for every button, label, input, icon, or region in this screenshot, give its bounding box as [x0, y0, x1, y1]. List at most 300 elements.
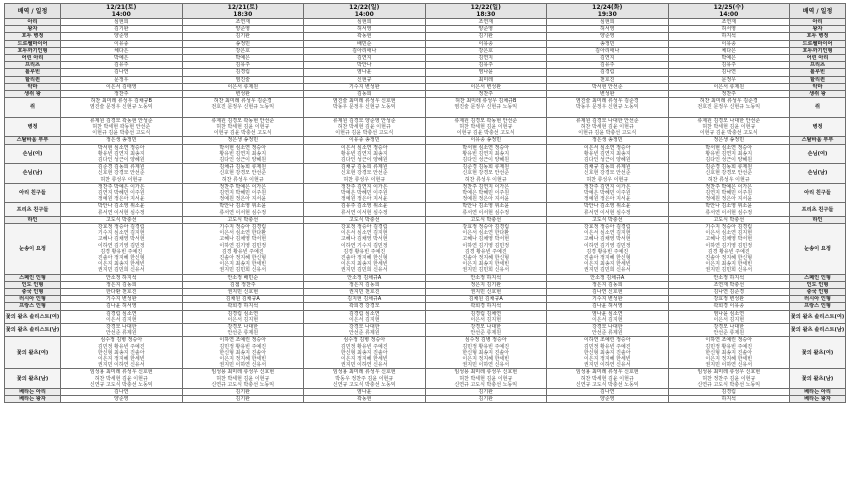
cast-cell [182, 83, 304, 90]
cast-line: 권지민 신호현 [227, 289, 259, 295]
cast-line: 배민순 [357, 40, 372, 47]
cast-line: 강경모 나대한 [591, 324, 623, 330]
cast-line: 염나윤 [357, 69, 372, 76]
cast-line: 정은지 김동희 [591, 281, 623, 288]
cast-cell [304, 83, 426, 90]
cast-line: 김기완 [478, 396, 493, 403]
cast-line: 김경림 심소연 [227, 310, 259, 317]
cast-line: 허찬 박세현 김윤 이현규 [459, 124, 513, 131]
cast-line: 황유빈 김연지 최송지 [340, 150, 388, 157]
role-label-right: 호두 병정 [790, 33, 846, 40]
cast-line: 체다은 [721, 47, 736, 54]
cast-line: 강효정 정승아 김경림 [97, 224, 145, 231]
performance-column-header [61, 4, 183, 19]
cast-cell [668, 310, 790, 323]
cast-cell [425, 76, 547, 83]
cast-line: 한신형 최송지 진솔아 [583, 349, 631, 356]
cast-line: 기수지 정승아 김경림 [705, 224, 753, 231]
table-row [5, 47, 846, 54]
role-label-left: 꽃의 왈츠(남) [5, 369, 61, 389]
cast-line: 고혜나 김채영 박서현 [340, 236, 388, 243]
cast-line: 문정우 [114, 76, 129, 83]
cast-cell [61, 289, 183, 296]
cast-cell [182, 216, 304, 223]
cast-line: 이은서 류제원 [227, 83, 259, 90]
table-row [5, 216, 846, 223]
role-label-left: 스탈바움 부부 [5, 137, 61, 144]
cast-line: 곽동현 [357, 396, 372, 403]
cast-line: 양준영 [114, 33, 129, 40]
cast-line: 염진술 최미레 류성우 김준경 [575, 98, 639, 105]
cast-line: 이은지 최송지 한세빈 [97, 261, 145, 268]
cast-cell [547, 137, 669, 144]
cast-cell [668, 396, 790, 403]
cast-cell [668, 369, 790, 389]
cast-cell [304, 144, 426, 164]
cast-line: 이은지 최송지 한세빈 [340, 261, 388, 268]
role-label-left: 쥐 [5, 98, 61, 118]
cast-cell [425, 62, 547, 69]
table-header [5, 4, 846, 19]
cast-cell [547, 91, 669, 98]
corner-label-right: 배역 / 일정 [790, 4, 846, 19]
role-label-left: 인도 인형 [5, 281, 61, 288]
cast-line: 류제원 김경모 나대한 안선준 [575, 117, 639, 124]
table-row [5, 203, 846, 216]
cast-line: 김경 황유빈 주예진 [586, 248, 629, 255]
cast-cell [61, 164, 183, 184]
cast-cell [547, 62, 669, 69]
cast-line: 김아리애나 [352, 47, 377, 54]
role-label-left: 드로쎌마이어 [5, 40, 61, 47]
cast-line: 고도식 박충선 [348, 216, 380, 223]
cast-cell [668, 216, 790, 223]
role-label-right: 어린 아리 [790, 55, 846, 62]
cast-cell [547, 40, 669, 47]
cast-cell [304, 40, 426, 47]
cast-line: 신연규 고도식 박충선 노동익 [89, 381, 153, 388]
cast-cell [304, 19, 426, 26]
role-label-left: 눈송이 요정 [5, 224, 61, 275]
cast-line: 김경 황유빈 주예진 [343, 248, 386, 255]
cast-cell [668, 76, 790, 83]
cast-cell [425, 324, 547, 337]
cast-line: 이은서 김지현 [591, 316, 623, 323]
cast-cell [425, 388, 547, 395]
cast-line: 권지민 이하연 신유서 [705, 362, 753, 369]
cast-line: 이은서 김지현 [227, 316, 259, 323]
cast-cell [425, 164, 547, 184]
cast-cell [668, 337, 790, 369]
cast-line: 김채규 김동희 류제원 [583, 164, 631, 171]
cast-cell [182, 396, 304, 403]
cast-line: 신연규 고도식 박충선 노동익 [454, 381, 518, 388]
cast-cell [304, 303, 426, 310]
cast-line: 이은지 정지혜 한세빈 [340, 355, 388, 362]
table-row [5, 164, 846, 184]
cast-line: 허찬 류성우 이현규 [464, 176, 507, 183]
cast-cell [61, 33, 183, 40]
cast-line: 김경림 [721, 388, 736, 395]
cast-line: 허찬 정찬주 김윤 이현규 [702, 375, 756, 382]
cast-cell [182, 26, 304, 33]
cast-line: 허서영 [357, 26, 372, 33]
cast-cell [547, 164, 669, 184]
cast-cell [668, 117, 790, 137]
role-label-left: 꽃의 왈츠(여) [5, 337, 61, 369]
cast-cell [304, 55, 426, 62]
cast-line: 이은서 심소연 한다환 [219, 230, 267, 237]
cast-line: 강효정 변성완 [713, 296, 745, 303]
cast-cell [668, 388, 790, 395]
cast-cell [61, 91, 183, 98]
cast-line: 정은생 송정민 [227, 137, 259, 144]
cast-line: 천호진 [600, 76, 615, 83]
role-label-left: 아리 친구들 [5, 183, 61, 203]
role-label-right: 스탈바움 부부 [790, 137, 846, 144]
cast-line: 권지민 김민희 신유서 [462, 267, 510, 274]
cast-line: 이은서 심소연 김지현 [583, 230, 631, 237]
cast-line: 이은서 심소연 정승아 [583, 144, 631, 151]
cast-line: 안선준 류제원 [348, 330, 380, 337]
cast-line: 고도식 박충선 [227, 216, 259, 223]
cast-line: 허찬 류성우 이현규 [586, 176, 629, 183]
cast-line: 강효정 정승아 김경림 [462, 224, 510, 231]
cast-line: 강경모 나대한 [105, 324, 137, 330]
cast-line: 이은서 김지현 [713, 316, 745, 323]
cast-cell [304, 310, 426, 323]
cast-line: 허찬 박세현 김윤 이현규 [216, 124, 270, 131]
cast-cell [182, 137, 304, 144]
cast-cell [182, 289, 304, 296]
cast-line: 권지민 김민희 신유서 [340, 267, 388, 274]
cast-cell [668, 33, 790, 40]
cast-line: 박서현 심소연 정승아 [705, 144, 753, 151]
cast-line: 기수지 변성완 [105, 296, 137, 303]
cast-line: 박예은 박혜민 이주원 [462, 190, 510, 197]
cast-cell [547, 324, 669, 337]
cast-cell [182, 296, 304, 303]
cast-cell [547, 76, 669, 83]
cast-cell [61, 224, 183, 275]
cast-cell [304, 216, 426, 223]
cast-line: 임성용 최미레 류성우 신호현 [454, 369, 518, 376]
cast-line: 한신형 최송지 진솔아 [462, 349, 510, 356]
cast-cell [61, 388, 183, 395]
cast-line: 양준영 [235, 26, 250, 33]
cast-line: 이은지 정지혜 한세빈 [583, 355, 631, 362]
cast-line: 이은서 김지현 [348, 316, 380, 323]
cast-line: 허찬 최미레 류성우 김준경 [699, 98, 758, 105]
role-label-left: 스페인 인형 [5, 274, 61, 281]
cast-cell [668, 47, 790, 54]
cast-line: 류서연 이서현 심수정 [219, 209, 267, 216]
cast-cell [182, 144, 304, 164]
role-label-right: 러시아 인형 [790, 296, 846, 303]
role-label-right: 악마 [790, 83, 846, 90]
cast-cell [182, 274, 304, 281]
role-label-right: 베타는 아리 [790, 388, 846, 395]
cast-line: 이은서 김태영 [105, 83, 137, 90]
cast-line: 김유주 [478, 62, 493, 69]
cast-cell [61, 137, 183, 144]
cast-line: 이은지 정지혜 한세빈 [462, 355, 510, 362]
cast-line: 체다은 [114, 47, 129, 54]
role-label-left: 손님(여) [5, 144, 61, 164]
cast-line: 정은지 김기완 [470, 281, 502, 288]
cast-cell [425, 98, 547, 118]
cast-line: 임성용 최미레 류성우 신호현 [89, 369, 153, 376]
cast-cell [182, 281, 304, 288]
cast-cell [304, 296, 426, 303]
cast-cell [304, 62, 426, 69]
cast-line: 박안나 김소영 위소윤 [97, 203, 145, 210]
cast-line: 허찬 최미레 류성우 김채규B [90, 98, 152, 105]
cast-line: 김다인 성근이 양혜원 [705, 157, 753, 164]
cast-line: 김경 황유빈 주예진 [464, 248, 507, 255]
cast-cell [668, 203, 790, 216]
cast-cell [668, 26, 790, 33]
cast-line: 김나연 [721, 69, 736, 76]
cast-line: 박안나 김소영 위소윤 [705, 203, 753, 210]
cast-line: 김연지 박혜민 이주원 [705, 190, 753, 197]
role-label-right: 꽃의 왈츠 솔리스트(남) [790, 324, 846, 337]
cast-cell [304, 396, 426, 403]
cast-line: 한신형 최송지 진솔아 [219, 349, 267, 356]
cast-line: 임성용 최미레 류성우 신호현 [575, 369, 639, 376]
cast-line: 김나연 [600, 388, 615, 395]
cast-line: 권지민 이하연 신유서 [97, 362, 145, 369]
cast-line: 허찬 박세현 김윤 이현규 [702, 124, 756, 131]
cast-line: 문정우 [721, 76, 736, 83]
cast-line: 염나윤 심소연 [713, 310, 745, 317]
cast-line: 김기완 [114, 26, 129, 33]
cast-line: 이하연 조예린 정승아 [705, 337, 753, 344]
cast-line: 김나연 [114, 69, 129, 76]
cast-line: 안소정 하지석 [470, 274, 502, 281]
cast-cell [61, 55, 183, 62]
cast-line: 한다환 천호진 [105, 289, 137, 295]
cast-cell [61, 310, 183, 323]
cast-line: 조연재 박충선 [713, 281, 745, 288]
cast-line: 박서현 심소연 정승아 [97, 144, 145, 151]
cast-line: 권지민 이하연 신유서 [219, 362, 267, 369]
cast-line: 김채원 김채규A [468, 296, 503, 303]
cast-line: 김연지 박혜민 이주원 [219, 190, 267, 197]
cast-line: 기수지 심소연 김지현 [97, 230, 145, 237]
cast-cell [61, 47, 183, 54]
cast-line: 권지민 이하연 신유서 [462, 362, 510, 369]
cast-cell [182, 91, 304, 98]
performance-time: 14:00 [354, 11, 374, 18]
cast-cell [61, 216, 183, 223]
cast-line [61, 111, 182, 117]
cast-line: 허찬 박세현 곽동현 안선준 [92, 124, 151, 131]
cast-line: 류제원 김경모 곽동현 안성준 [89, 117, 153, 124]
performance-date: 12/21(토) [106, 4, 137, 11]
role-label-left: 프랑스 인형 [5, 303, 61, 310]
table-row [5, 19, 846, 26]
role-label-right: 프리츠 [790, 62, 846, 69]
cast-cell [547, 281, 669, 288]
cast-cell [304, 369, 426, 389]
cast-cell [668, 55, 790, 62]
cast-cell [304, 91, 426, 98]
cast-cell [547, 69, 669, 76]
cast-cell [61, 98, 183, 118]
cast-cell [547, 183, 669, 203]
role-label-left: 베타는 아리 [5, 388, 61, 395]
cast-cell [304, 137, 426, 144]
cast-cell [61, 117, 183, 137]
cast-line: 정예원 정은아 지서윤 [705, 196, 753, 203]
cast-cell [547, 216, 669, 223]
performance-date: 12/25(수) [713, 4, 744, 11]
cast-line: 이은지 최송지 한세빈 [705, 261, 753, 268]
table-row [5, 388, 846, 395]
cast-line: 심수정 김병 정승아 [464, 337, 507, 344]
cast-line: 정찬주 김연지 이가은 [462, 183, 510, 190]
role-label-left: 병정 [5, 117, 61, 137]
cast-line: 강은호 [478, 47, 493, 54]
table-row [5, 396, 846, 403]
cast-line: 김민정 황유빈 주예진 [97, 343, 145, 350]
cast-line: 김유주 [114, 62, 129, 69]
cast-cell [547, 117, 669, 137]
table-row [5, 296, 846, 303]
cast-cell [425, 47, 547, 54]
role-label-right: 손님(남) [790, 164, 846, 184]
cast-line: 김준경 김동희 류제원 [705, 164, 753, 171]
cast-line: 이은서 심소연 정승아 [340, 144, 388, 151]
cast-line: 조연재 [478, 19, 493, 25]
cast-line: 이하연 김기영 김민정 [97, 242, 145, 249]
cast-cell [668, 91, 790, 98]
table-row [5, 274, 846, 281]
cast-line: 김민정 황유빈 주예진 [462, 343, 510, 350]
cast-line: 심현희 [114, 19, 129, 25]
cast-line: 이은지 최송지 한세빈 [219, 261, 267, 268]
cast-cell [425, 19, 547, 26]
cast-line: 신호현 강경모 안선준 [705, 170, 753, 177]
cast-line: 김유주 [600, 62, 615, 69]
cast-line: 고도식 박충선 [105, 216, 137, 223]
cast-line: 진솔아 정지혜 한신형 [219, 254, 267, 261]
cast-line: 김연지 박혜민 이주원 [97, 190, 145, 197]
cast-cell [425, 303, 547, 310]
cast-line: 이하연 조예린 정승아 [583, 337, 631, 344]
cast-line: 김다인 성근이 양혜원 [97, 157, 145, 164]
cast-cell [425, 55, 547, 62]
cast-line: 류서연 이서현 심수정 [97, 209, 145, 216]
cast-line: 김나연 김준경 [713, 289, 745, 295]
cast-cell [61, 274, 183, 281]
cast-cell [61, 144, 183, 164]
cast-line: 송정민 [235, 40, 250, 47]
cast-line: 김나연 신호현 [591, 289, 623, 295]
cast-line: 허찬 박세현 김윤 이현규 [94, 375, 148, 382]
cast-line: 변성완 [600, 91, 615, 98]
cast-cell [425, 137, 547, 144]
cast-line: 허찬 박세현 김윤 이현규 [580, 375, 634, 382]
cast-line: 강효정 정승아 김경림 [583, 224, 631, 231]
cast-line: 박안나 김소영 위소윤 [219, 203, 267, 210]
role-label-right: 프리츠 친구들 [790, 203, 846, 216]
cast-line: 박동우 문정우 신현규 노동익 [332, 104, 396, 111]
cast-line: 허찬 류성우 이현규 [707, 176, 750, 183]
cast-line: 허찬 류성우 이현규 [100, 176, 143, 183]
cast-line: 박예은 박혜민 이주원 [340, 190, 388, 197]
cast-line: 이현규 김윤 박충선 고도식 [699, 130, 758, 137]
cast-cell [304, 76, 426, 83]
cast-line: 정은지 김동희 [105, 281, 137, 288]
cast-cell [547, 144, 669, 164]
cast-line: 강은호 [235, 47, 250, 54]
cast-line: 허서영 [600, 26, 615, 33]
cast-line: 허찬 류성우 이현규 [221, 176, 264, 183]
cast-line: 양준영 [478, 26, 493, 33]
cast-cell [61, 396, 183, 403]
performance-date: 12/22(일) [349, 4, 380, 11]
cast-cell [547, 83, 669, 90]
cast-line: 권지민 김민희 신유서 [97, 267, 145, 274]
cast-cell [425, 216, 547, 223]
cast-line: 이하연 김기영 김민정 [219, 242, 267, 249]
cast-line: 김연지 [600, 55, 615, 62]
cast-line: 염나윤 [478, 69, 493, 76]
cast-cell [668, 224, 790, 275]
cast-cell [547, 47, 669, 54]
table-row [5, 55, 846, 62]
cast-cell [304, 224, 426, 275]
cast-line: 이은지 정지혜 한세빈 [97, 355, 145, 362]
table-row [5, 26, 846, 33]
role-label-left: 어린 아리 [5, 55, 61, 62]
cast-line: 김나윤 허서영 [105, 303, 137, 310]
cast-line: 정예원 정은아 지서윤 [462, 196, 510, 203]
cast-line: 김민정 황유빈 주예진 [219, 343, 267, 350]
cast-line: 곽희경 강경모 [348, 303, 380, 310]
table-body [5, 19, 846, 403]
cast-line: 한신형 최송지 진솔아 [340, 349, 388, 356]
cast-line: 황유빈 김연지 최송지 [462, 150, 510, 157]
role-label-right: 프랑스 인형 [790, 303, 846, 310]
cast-cell [668, 281, 790, 288]
cast-line: 허서영 [721, 26, 736, 33]
cast-line: 김다인 성근이 양혜원 [340, 157, 388, 164]
cast-line: 김쳄 정찬주 [229, 281, 256, 288]
role-label-left: 러시아 인형 [5, 296, 61, 303]
cast-cell [425, 183, 547, 203]
cast-line: 김경림 [600, 69, 615, 76]
cast-line: 강경모 나대한 [470, 324, 502, 330]
cast-line: 이하연 김기영 김민정 [583, 242, 631, 249]
cast-line: 하지석 [721, 396, 736, 403]
performance-column-header [668, 4, 790, 19]
header-row [5, 4, 846, 19]
table-row [5, 98, 846, 118]
table-row [5, 337, 846, 369]
cast-line: 김유주 [235, 62, 250, 69]
cast-cell [61, 337, 183, 369]
table-row [5, 281, 846, 288]
cast-cell [547, 303, 669, 310]
cast-line: 허찬 박세현 김윤 이현규 [216, 375, 270, 382]
cast-line: 이현규 김윤 박충선 고도식 [213, 130, 272, 137]
cast-line: 류제원 김경모 나대한 안선준 [697, 117, 761, 124]
cast-line: 고도식 박충선 [470, 216, 502, 223]
cast-line: 김민정 황유빈 주예진 [705, 343, 753, 350]
